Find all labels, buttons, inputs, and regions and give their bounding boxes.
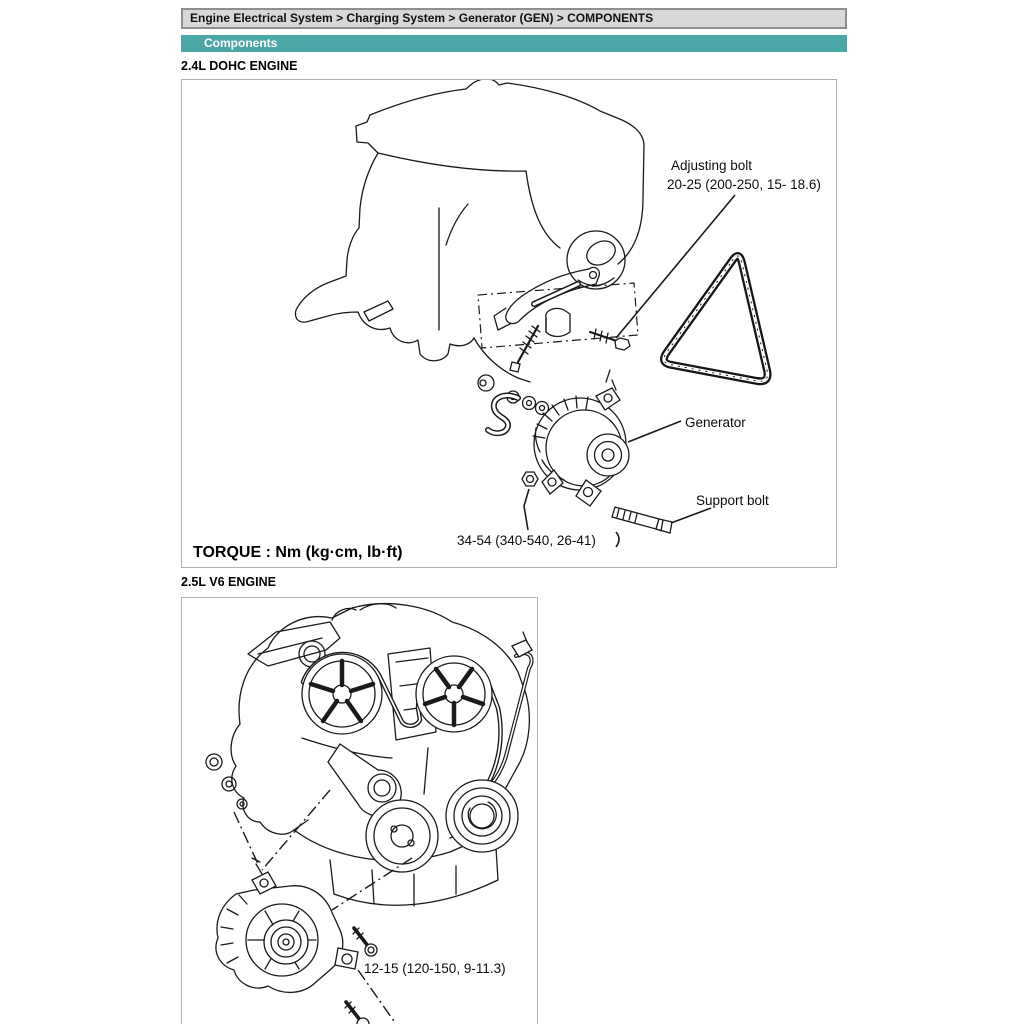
engine-block-drawing [295,80,644,382]
adjusting-bolt-label: Adjusting bolt [671,158,753,173]
mount-bolt-torque-label: 12-15 (120-150, 9-11.3) [364,961,506,976]
alternator-drawing [216,858,358,992]
section-heading-24l-dohc: 2.4L DOHC ENGINE [181,59,298,73]
mounting-bolts-drawing [345,928,377,1024]
torque-units-note: TORQUE : Nm (kg·cm, lb·ft) [193,544,403,561]
v-belt-drawing [664,256,768,381]
adjusting-bolt-torque-label: 20-25 (200-250, 15- 18.6) [667,177,821,192]
adjusting-bracket-drawing [494,267,599,336]
section-banner: Components [181,35,847,52]
adjusting-bolts-drawing [510,326,630,382]
engine-block-drawing [206,604,532,906]
pivot-nut-torque-label: 34-54 (340-540, 26-41) [457,533,596,548]
diagram-24l-dohc [181,79,837,568]
diagram-25l-v6-svg [182,598,537,1024]
generator-label: Generator [685,415,746,430]
breadcrumb: Engine Electrical System > Charging System > Generator (GEN) > COMPONENTS [181,8,847,29]
support-bolt-drawing [612,507,672,533]
support-bolt-label: Support bolt [696,493,769,508]
diagram-24l-dohc-svg [182,80,836,567]
diagram-25l-v6 [181,597,538,1024]
section-heading-25l-v6: 2.5L V6 ENGINE [181,575,276,589]
generator-drawing [522,380,629,506]
